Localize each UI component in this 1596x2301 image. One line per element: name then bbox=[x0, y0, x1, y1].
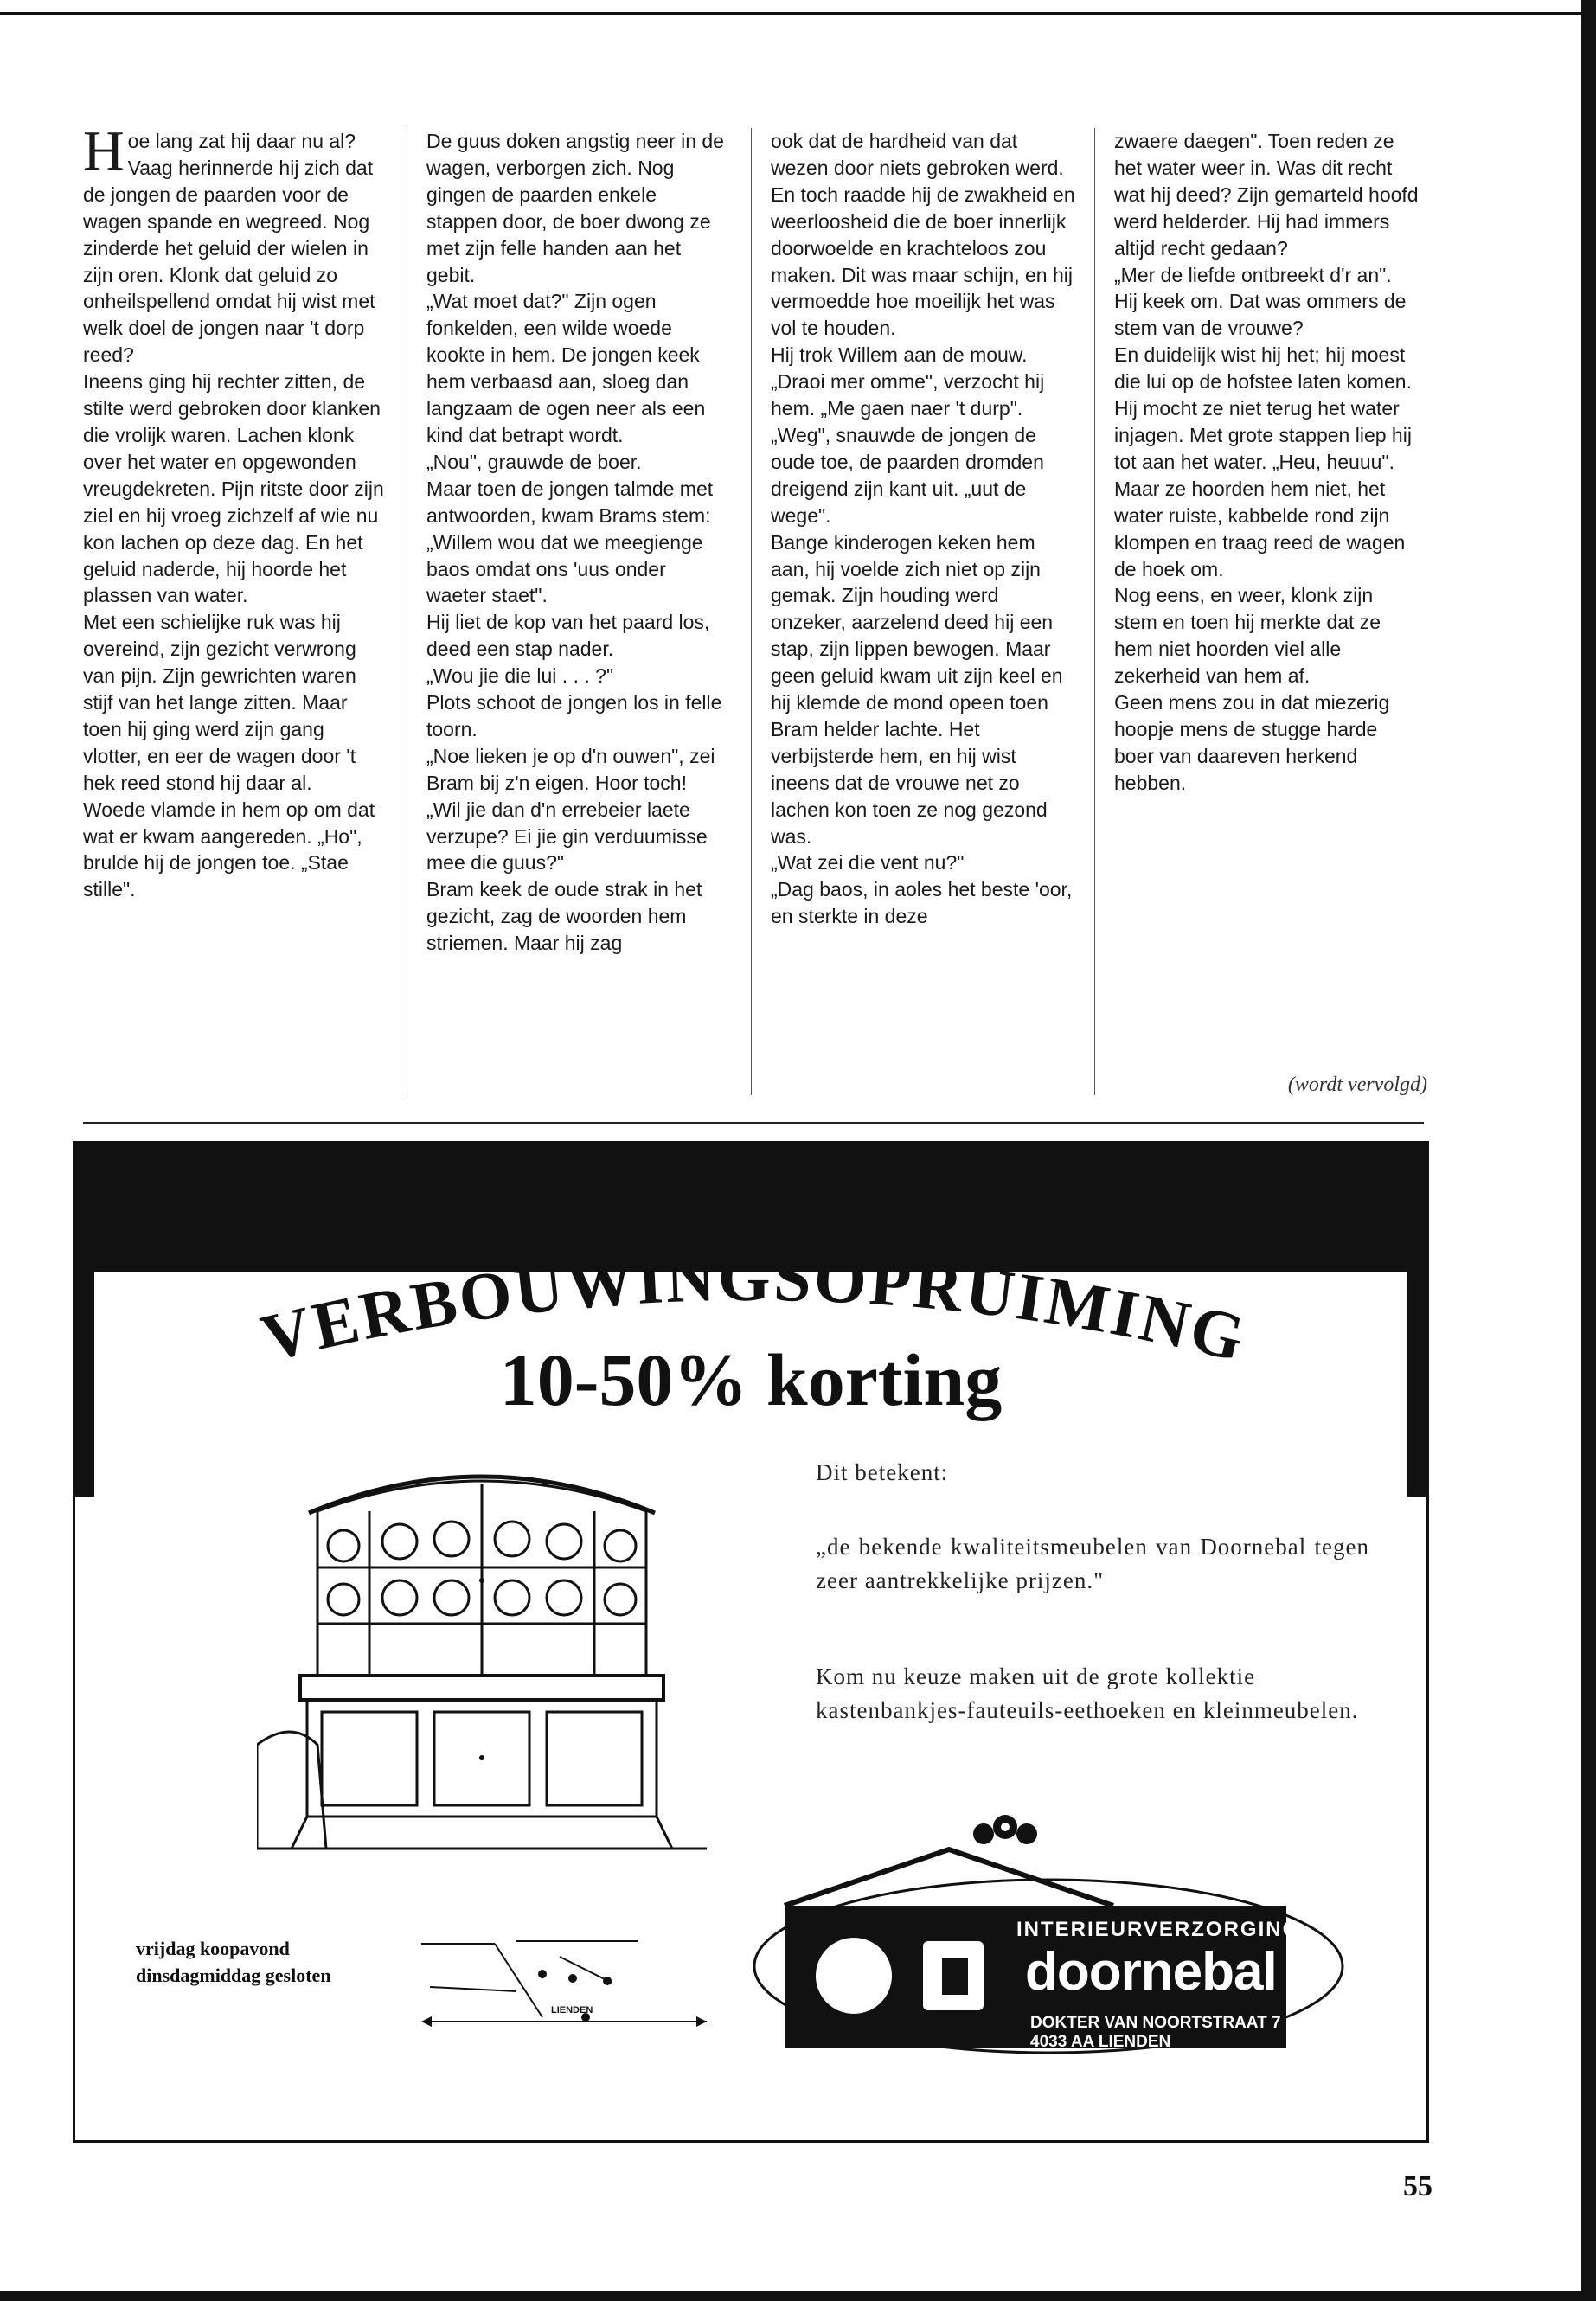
ad-discount: 10-50% korting bbox=[499, 1338, 1003, 1421]
ad-headline: VERBOUWINGSOPRUIMING bbox=[254, 1239, 1254, 1376]
advertisement bbox=[73, 1141, 1429, 2143]
logo-address-city: 4033 AA LIENDEN bbox=[1030, 2033, 1171, 2051]
location-map bbox=[413, 1922, 733, 2052]
ad-quote: „de bekende kwaliteitsmeubelen van Doornebal tegen zeer aantrekkelijke prijzen." bbox=[816, 1534, 1369, 1593]
logo-address bbox=[1030, 2014, 1281, 2071]
logo-name: doornebal bbox=[1025, 1942, 1277, 2002]
article-bottom-rule bbox=[83, 1122, 1424, 1124]
logo-address-street: DOKTER VAN NOORTSTRAAT 7 bbox=[1030, 2014, 1281, 2032]
cabinet-illustration bbox=[257, 1459, 707, 1853]
scan-edge-right bbox=[1581, 0, 1596, 2301]
opening-hours bbox=[136, 1935, 447, 1989]
logo-tagline: INTERIEURVERZORGING bbox=[1016, 1918, 1301, 1941]
hours-line-2: dinsdagmiddag gesloten bbox=[136, 1965, 331, 1986]
logo-address-phone: TEL 03443 - 1245 bbox=[1030, 2052, 1163, 2070]
column-rule bbox=[1094, 128, 1095, 1095]
article-column-1 bbox=[83, 119, 388, 903]
hours-line-1: vrijdag koopavond bbox=[136, 1938, 290, 1959]
ad-offer: Kom nu keuze maken uit de grote kollektie kastenbankjes-fauteuils-eethoeken en kleinmeubelen. bbox=[816, 1663, 1359, 1723]
article-column-1-text: oe lang zat hij daar nu al? Vaag herinnerde hij zich dat de jongen de paarden voor de wagen spande en wegreed. Nog zinderde het geluid der wielen in zijn oren. Klonk dat geluid zo onheilspellend omdat hij wist met welk doel de jongen naar 't dorp reed? Ineens ging hij rechter zitten, de stilte werd gebroken door klanken die vrolijk waren. Lachen klonk over het water en opgewonden vreugdekreten. Pijn ritste door zijn ziel en hij vroeg zichzelf af wie nu kon lachen op deze dag. En het geluid naderde, hij hoorde het plassen van water. Met een schielijke ruk was hij overeind, zijn gezicht verwrong van pijn. Zijn gewrichten waren stijf van het lange zitten. Maar toen hij ging werd zijn gang vlotter, en eer de wagen door 't hek reed stond hij daar al. Woede vlamde in hem op om dat wat er kwam aangereden. „Ho", brulde hij de jongen toe. „Stae stille". bbox=[83, 130, 384, 901]
drop-cap: H bbox=[83, 119, 125, 183]
top-rule bbox=[0, 12, 1596, 15]
article-column-3: ook dat de hardheid van dat wezen door niets gebroken werd. En toch raadde hij de zwakheid en weerloosheid die de boer innerlijk doorwoelde en krachteloos zou maken. Dit was maar schijn, en hij vermoedde hoe moeilijk het was vol te houden. Hij trok Willem aan de mouw. „Draoi mer omme", verzocht hij hem. „Me gaen naer 't durp". „Weg", snauwde de jongen de oude toe, de paarden dromden dreigend zijn kant uit. „uut de wege". Bange kinderogen keken hem aan, hij voelde zich niet op zijn gemak. Zijn houding werd onzeker, aarzelend deed hij een stap, zijn lippen bewogen. Maar geen geluid kwam uit zijn keel en hij klemde de mond opeen toen Bram helder lachte. Het verbijsterde hem, en hij wist ineens dat de vrouwe net zo lachen kon toen ze nog gezond was. „Wat zei die vent nu?" „Dag baos, in aoles het beste 'oor, en sterkte in deze bbox=[771, 130, 1075, 928]
article-column-4: zwaere daegen". Toen reden ze het water weer in. Was dit recht wat hij deed? Zijn gemarteld hoofd werd helderder. Hij had immers altijd recht gedaan? „Mer de liefde ontbreekt d'r an". Hij keek om. Dat was ommers de stem van de vrouwe? En duidelijk wist hij het; hij moest die lui op de hofstee laten komen. Hij mocht ze niet terug het water injagen. Met grote stappen liep hij tot aan het water. „Heu, heuuu". Maar ze hoorden hem niet, het water ruiste, kabbelde rond zijn klompen en traag reed de wagen de hoek om. Nog eens, en weer, klonk zijn stem en toen hij merkte dat ze hem niet hoorden viel alle zekerheid van hem af. Geen mens zou in dat miezerig hoopje mens de stugge harde boer van daareven herkend hebben. bbox=[1114, 130, 1419, 794]
scan-edge-bottom bbox=[0, 2291, 1596, 2301]
page-number: 55 bbox=[1403, 2170, 1433, 2202]
article-column-2: De guus doken angstig neer in de wagen, verborgen zich. Nog gingen de paarden enkele stappen door, de boer dwong ze met zijn felle handen aan het gebit. „Wat moet dat?" Zijn ogen fonkelden, een wilde woede kookte in hem. De jongen keek hem verbaasd aan, sloeg dan langzaam de ogen neer als een kind dat betrapt wordt. „Nou", grauwde de boer. Maar toen de jongen talmde met antwoorden, kwam Brams stem: „Willem wou dat we meegienge baos omdat ons 'uus onder waeter staet". Hij liet de kop van het paard los, deed een stap nader. „Wou jie die lui . . . ?" Plots schoot de jongen los in felle toorn. „Noe lieken je op d'n ouwen", zei Bram bij z'n eigen. Hoor toch! „Wil jie dan d'n errebeier laete verzupe? Ei jie gin verduumisse mee die guus?" Bram keek de oude strak in het gezicht, zag de woorden hem striemen. Maar hij zag bbox=[426, 130, 724, 955]
ad-intro: Dit betekent: bbox=[816, 1459, 949, 1485]
column-rule bbox=[751, 128, 752, 1095]
map-label: LIENDEN bbox=[551, 2005, 593, 2016]
continued-note: (wordt vervolgd) bbox=[1287, 1074, 1427, 1096]
